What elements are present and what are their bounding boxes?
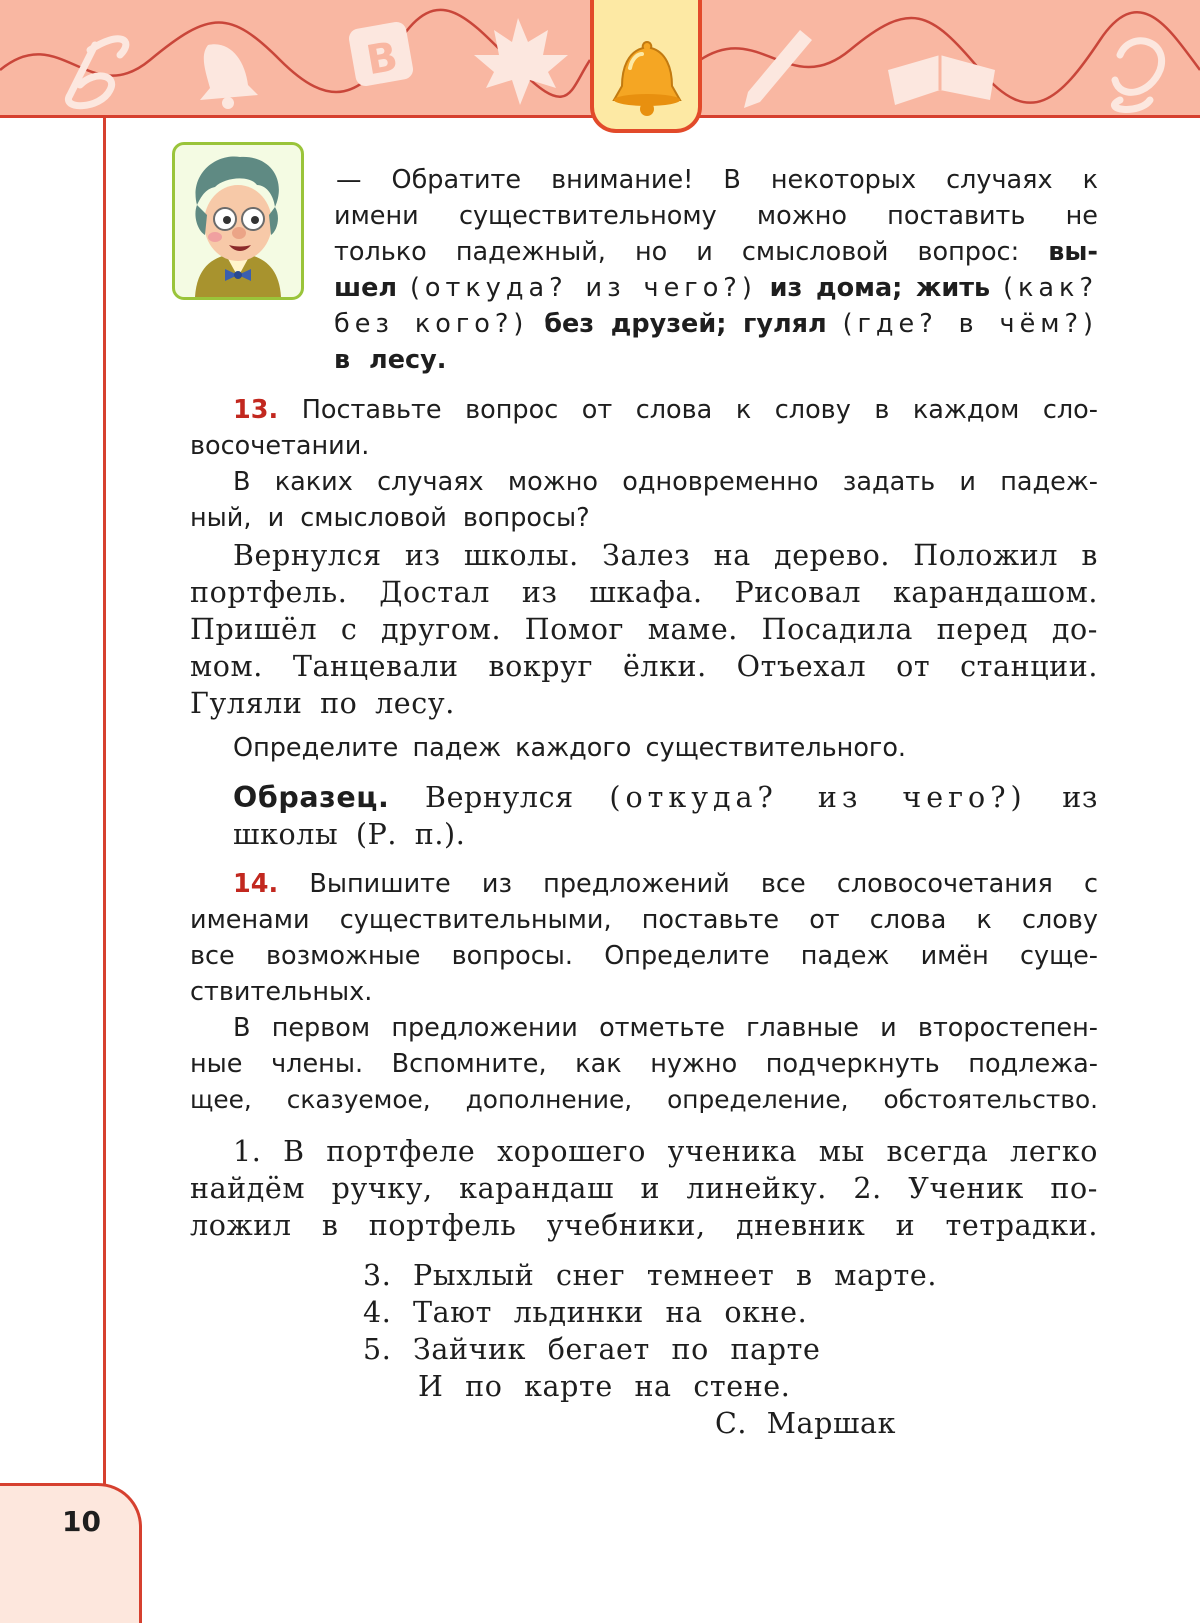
sample-text: Вернулся <box>425 781 574 814</box>
exercise-line: именами существительными, поставьте от слова к слову <box>190 905 1098 935</box>
rule-line <box>334 270 1098 306</box>
rule-example-bold: шел <box>334 273 398 303</box>
teacher-avatar <box>172 142 304 300</box>
sample-text: из <box>1062 781 1098 814</box>
poem-line: 5. Зайчик бегает по парте <box>363 1333 821 1366</box>
rule-question: (где? в чём?) <box>842 309 1099 339</box>
exercise-line: щее, сказуемое, дополнение, определение, обстоятельство. <box>190 1085 1098 1114</box>
rule-line: в лесу. <box>334 345 447 375</box>
exercise-line: В первом предложении отметьте главные и второстепен- <box>233 1013 1098 1043</box>
poem-author: С. Маршак <box>715 1407 897 1440</box>
poem-line: 3. Рыхлый снег темнеет в марте. <box>363 1259 937 1292</box>
sample-question: (откуда? из чего?) <box>609 781 1027 814</box>
rule-line <box>334 234 1098 270</box>
poem-line: 4. Тают льдинки на окне. <box>363 1296 808 1329</box>
rule-line <box>334 306 1098 342</box>
rule-text: Обратите внимание! В некоторых случаях к <box>391 165 1098 195</box>
open-book-icon <box>888 55 995 105</box>
exercise-line: В каких случаях можно одновременно задать и падеж- <box>233 467 1098 497</box>
exercise-line: все возможные вопросы. Определите падеж имён суще- <box>190 941 1098 971</box>
rule-example-bold: из дома; жить <box>769 273 991 303</box>
exercise-line: ствительных. <box>190 977 373 1007</box>
poem-line: И по карте на стене. <box>418 1370 791 1403</box>
rule-line: имени существительному можно поставить не <box>334 201 1098 231</box>
sentence-line: найдём ручку, карандаш и линейку. 2. Ученик по- <box>190 1172 1098 1205</box>
exercise-line: ные члены. Вспомните, как нужно подчеркнуть подлежа- <box>190 1049 1098 1079</box>
margin-line <box>103 115 106 1487</box>
sample-label: Образец. <box>233 781 390 814</box>
em-dash: — <box>336 165 362 195</box>
rule-example-bold: без друзей; гулял <box>544 309 827 339</box>
bell-icon <box>200 44 258 109</box>
rule-question: (как? <box>1003 273 1098 303</box>
sample-line: школы (Р. п.). <box>233 818 466 851</box>
exercise-number: 14. <box>233 869 279 899</box>
exercise-task: Определите падеж каждого существительного. <box>233 733 907 763</box>
sentence-line: портфель. Достал из шкафа. Рисовал карандашом. <box>190 576 1098 609</box>
rule-line <box>336 162 1098 198</box>
exercise-number: 13. <box>233 395 279 425</box>
sample-line <box>233 779 1098 816</box>
exercise-line: ный, и смысловой вопросы? <box>190 503 590 533</box>
exercise-line <box>233 392 1098 428</box>
maple-leaf-icon <box>474 18 568 105</box>
sentence-line: Вернулся из школы. Залез на дерево. Положил в <box>233 539 1098 572</box>
rule-question: (откуда? из чего?) <box>409 273 757 303</box>
letter-d-cursive-icon <box>1114 41 1161 110</box>
sentence-line: Пришёл с другом. Помог маме. Посадила перед до- <box>190 613 1098 646</box>
sentence-line: ложил в портфель учебники, дневник и тетрадки. <box>190 1209 1098 1242</box>
exercise-line <box>233 866 1098 902</box>
sentence-line: Гуляли по лесу. <box>190 687 455 720</box>
rule-example-bold: вы- <box>1048 237 1099 267</box>
golden-bell-icon <box>608 38 686 118</box>
rule-question: без кого?) <box>334 309 529 339</box>
exercise-text: Поставьте вопрос от слова к слову в каждом сло- <box>301 395 1098 425</box>
page-number-tab <box>0 1483 142 1623</box>
rule-text: только падежный, но и смысловой вопрос: <box>334 237 1020 267</box>
svg-text:B: B <box>363 33 402 85</box>
letter-v-block-icon <box>347 20 414 87</box>
page-number: 10 <box>62 1505 101 1538</box>
sentence-line: 1. В портфеле хорошего ученика мы всегда легко <box>233 1135 1098 1168</box>
pencil-icon <box>744 30 812 108</box>
section-tab <box>590 0 702 133</box>
sentence-line: мом. Танцевали вокруг ёлки. Отъехал от станции. <box>190 650 1098 683</box>
exercise-line: восочетании. <box>190 431 370 461</box>
exercise-text: Выпишите из предложений все словосочетания с <box>309 869 1098 899</box>
